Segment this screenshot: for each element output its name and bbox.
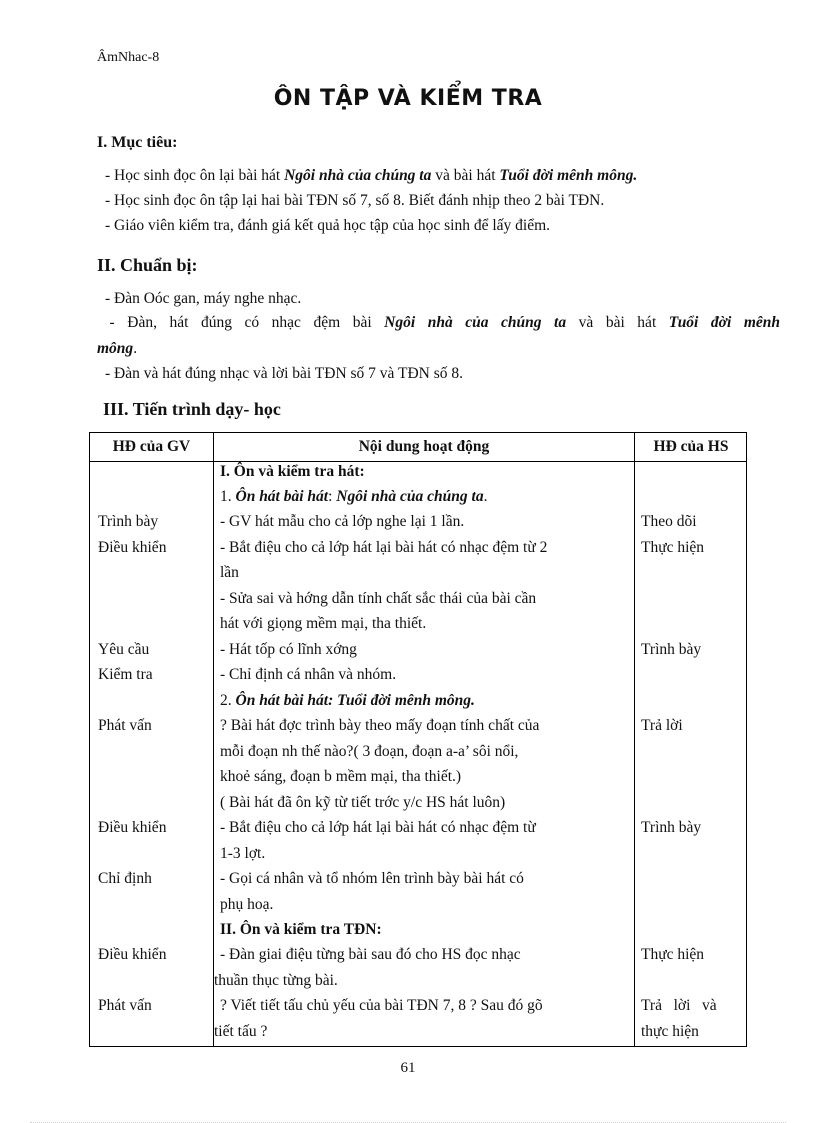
content-line: 1. Ôn hát bài hát: Ngôi nhà của chúng ta. xyxy=(220,488,488,505)
content-line: - Gọi cá nhân và tổ nhóm lên trình bày bài hát có xyxy=(220,870,524,887)
col-header-content: Nội dung hoạt động xyxy=(358,438,490,455)
section-heading-objectives: I. Mục tiêu: xyxy=(97,134,178,151)
content-line: - Đàn giai điệu từng bài sau đó cho HS đọc nhạc xyxy=(220,946,521,963)
preparation-line-2-cont: mông. xyxy=(97,340,138,357)
content-line: tiết tấu ? xyxy=(214,1023,268,1040)
content-line: - Hát tốp có lĩnh xớng xyxy=(220,641,357,658)
gv-action: Điều khiển xyxy=(98,946,167,963)
page-title: ÔN TẬP VÀ KIỂM TRA xyxy=(273,86,543,111)
hs-action: Trả lời và xyxy=(641,997,717,1014)
hs-action: thực hiện xyxy=(641,1023,699,1040)
gv-action: Trình bày xyxy=(98,513,159,530)
preparation-line-2: - Đàn, hát đúng có nhạc đệm bài Ngôi nhà của chúng ta và bài hát Tuổi đời mênh xyxy=(109,314,780,331)
content-line: - Bắt điệu cho cả lớp hát lại bài hát có nhạc đệm từ xyxy=(220,819,536,836)
content-line: - GV hát mẫu cho cả lớp nghe lại 1 lần. xyxy=(220,513,465,530)
gv-action: Điều khiển xyxy=(98,539,167,556)
objective-line-3: - Giáo viên kiểm tra, đánh giá kết quả học tập của học sinh để lấy điểm. xyxy=(105,217,551,234)
content-line: thuần thục từng bài. xyxy=(214,972,338,989)
hs-action: Trình bày xyxy=(641,641,702,658)
gv-action: Yêu cầu xyxy=(98,641,150,658)
content-line: I. Ôn và kiểm tra hát: xyxy=(220,463,365,480)
content-line: - Bắt điệu cho cả lớp hát lại bài hát có nhạc đệm từ 2 xyxy=(220,539,548,556)
objective-line-1: - Học sinh đọc ôn lại bài hát Ngôi nhà của chúng ta và bài hát Tuổi đời mênh mông. xyxy=(105,167,638,184)
section-heading-process: III. Tiến trình dạy- học xyxy=(103,399,281,419)
hs-action: Trả lời xyxy=(641,717,683,734)
page-header: ÂmNhac-8 xyxy=(97,50,160,65)
content-line: II. Ôn và kiểm tra TĐN: xyxy=(220,921,382,938)
gv-action: Kiểm tra xyxy=(98,666,153,683)
content-line: ( Bài hát đã ôn kỹ từ tiết trớc y/c HS hát luôn) xyxy=(220,794,506,811)
col-header-teacher: HĐ của GV xyxy=(112,438,191,455)
hs-action: Theo dõi xyxy=(641,513,697,530)
gv-action: Phát vấn xyxy=(98,717,152,734)
content-line: - Chỉ định cá nhân và nhóm. xyxy=(220,666,397,683)
gv-action: Chỉ định xyxy=(98,870,152,887)
content-line: mỗi đoạn nh thế nào?( 3 đoạn, đoạn a-a’ sôi nổi, xyxy=(220,743,519,760)
content-line: phụ hoạ. xyxy=(220,896,274,913)
content-line: 2. Ôn hát bài hát: Tuổi đời mênh mông. xyxy=(220,692,475,709)
gv-action: Phát vấn xyxy=(98,997,152,1014)
gv-action: Điều khiển xyxy=(98,819,167,836)
content-line: hát với giọng mềm mại, tha thiết. xyxy=(220,615,427,632)
content-line: lần xyxy=(220,564,239,581)
content-line: - Sửa sai và hớng dẫn tính chất sắc thái của bài cần xyxy=(220,590,537,607)
page-number: 61 xyxy=(400,1060,416,1076)
content-line: 1-3 lợt. xyxy=(220,845,266,862)
content-line: ? Bài hát đợc trình bày theo mấy đoạn tính chất của xyxy=(220,717,540,734)
hs-action: Thực hiện xyxy=(641,946,705,963)
section-heading-preparation: II. Chuẩn bị: xyxy=(97,255,198,275)
col-header-student: HĐ của HS xyxy=(653,438,729,455)
content-line: khoẻ sáng, đoạn b mềm mại, tha thiết.) xyxy=(220,768,462,785)
preparation-line-1: - Đàn Oóc gan, máy nghe nhạc. xyxy=(105,290,302,307)
preparation-line-3: - Đàn và hát đúng nhạc và lời bài TĐN số 7 và TĐN số 8. xyxy=(105,365,464,382)
objective-line-2: - Học sinh đọc ôn tập lại hai bài TĐN số 7, số 8. Biết đánh nhịp theo 2 bài TĐN. xyxy=(105,192,605,209)
hs-action: Trình bày xyxy=(641,819,702,836)
hs-action: Thực hiện xyxy=(641,539,705,556)
lesson-table xyxy=(89,432,747,1047)
content-line: ? Viết tiết tấu chủ yếu của bài TĐN 7, 8 ? Sau đó gõ xyxy=(220,997,543,1014)
